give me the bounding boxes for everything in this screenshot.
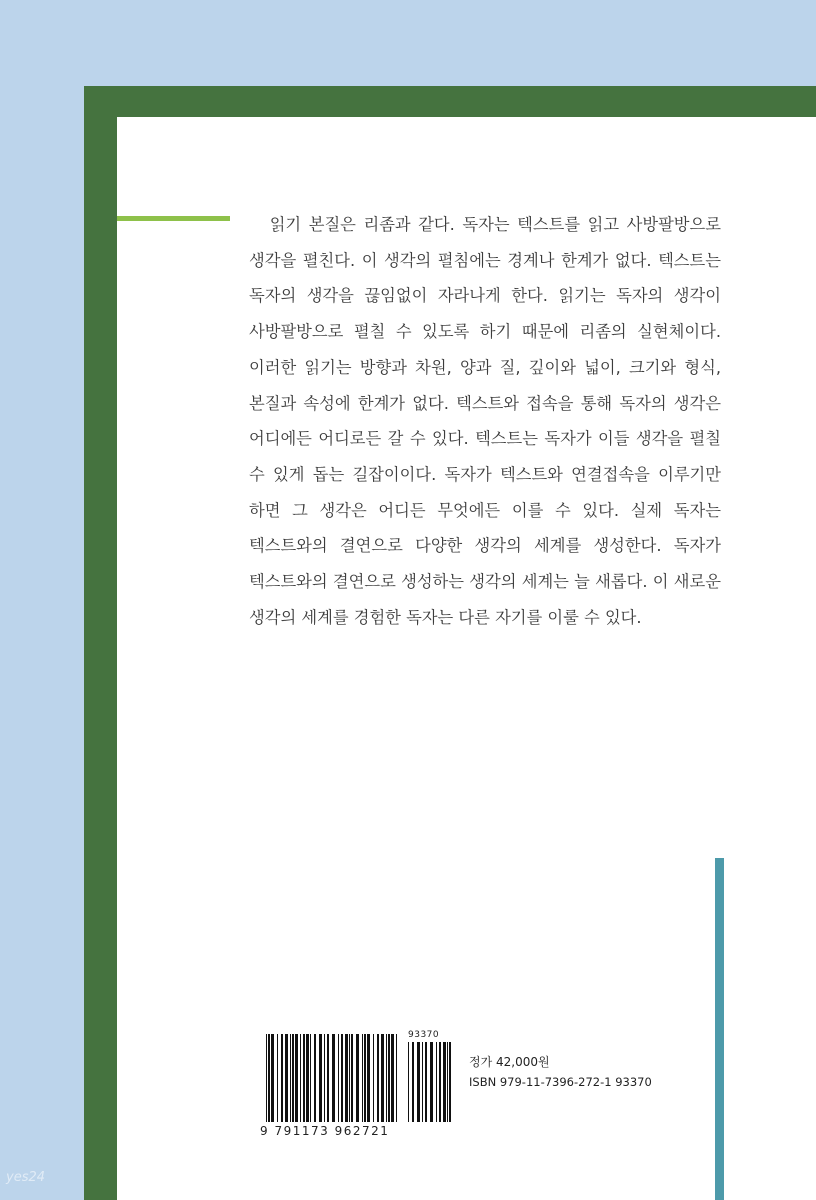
barcode-bar [396, 1034, 397, 1122]
barcode-bar [386, 1034, 387, 1122]
barcode-bar [332, 1034, 335, 1122]
barcode-bar [408, 1042, 409, 1122]
barcode-bar [281, 1034, 283, 1122]
barcode-bar [430, 1042, 433, 1122]
barcode-bar [381, 1034, 384, 1122]
barcode-bar [314, 1034, 316, 1122]
barcode-bar [447, 1042, 448, 1122]
barcode-bar [285, 1034, 288, 1122]
barcode-bar [295, 1034, 298, 1122]
barcode-bar [268, 1034, 270, 1122]
barcode-bar [351, 1034, 353, 1122]
barcode-bar [306, 1034, 309, 1122]
barcode-bar [436, 1042, 437, 1122]
barcode-bar [377, 1034, 379, 1122]
side-accent-bar [715, 858, 724, 1200]
barcode-isbn-digits: 9 791173 962721 [260, 1124, 390, 1138]
barcode-bar [292, 1034, 294, 1122]
barcode-bar [417, 1042, 420, 1122]
synopsis-text: 읽기 본질은 리좀과 같다. 독자는 텍스트를 읽고 사방팔방으로 생각을 펼친다. 이 생각의 펼침에는 경계나 한계가 없다. 텍스트는 독자의 생각을 끊임없이 자라나게 한다. 읽기는 독자의 생각이 사방팔방으로 펼칠 수 있도록 하기 때문에 리좀의 실현체이다. 이러한 읽기는 방향과 차원, 양과 질, 깊이와 넓이, 크기와 형식, 본질과 속성에 한계가 없다. 텍스트와 접속을 통해 독자의 생각은 어디에든 어디로든 갈 수 있다. 텍스트는 독자가 이들 생각을 펼칠 수 있게 돕는 길잡이이다. 독자가 텍스트와 연결접속을 이루기만 하면 그 생각은 어디든 무엇에든 이를 수 있다. 실제 독자는 텍스트와의 결연으로 다양한 생각의 세계를 생성한다. 독자가 텍스트와의 결연으로 생성하는 생각의 세계는 늘 새롭다. 이 새로운 생각의 세계를 경험한 독자는 다른 자기를 이룰 수 있다. [249, 215, 721, 627]
barcode-bar [391, 1034, 394, 1122]
price-label: 정가 42,000원 [469, 1055, 550, 1069]
barcode-bar [266, 1034, 267, 1122]
barcode-bar [338, 1034, 339, 1122]
barcode-bar [425, 1042, 427, 1122]
barcode [258, 1030, 460, 1140]
barcode-bar [324, 1034, 325, 1122]
barcode-bar [341, 1034, 343, 1122]
barcode-bar [319, 1034, 322, 1122]
barcode-bar [271, 1034, 274, 1122]
barcode-bar [422, 1042, 423, 1122]
barcode-bar [310, 1034, 311, 1122]
barcode-bar [364, 1034, 366, 1122]
barcode-bar [303, 1034, 305, 1122]
accent-line [117, 216, 230, 221]
barcode-bar [449, 1042, 451, 1122]
barcode-bar [277, 1034, 278, 1122]
barcode-bar [367, 1034, 370, 1122]
barcode-bar [345, 1034, 348, 1122]
barcode-bar [439, 1042, 441, 1122]
barcode-bar [290, 1034, 291, 1122]
barcode-bar [300, 1034, 301, 1122]
watermark-logo: yes24 [6, 1170, 46, 1185]
barcode-bar [327, 1034, 329, 1122]
barcode-bar [373, 1034, 374, 1122]
barcode-bar [443, 1042, 446, 1122]
barcode-bar [349, 1034, 350, 1122]
barcode-bar [356, 1034, 359, 1122]
barcode-bars [258, 1030, 460, 1126]
barcode-bar [412, 1042, 414, 1122]
barcode-bar [362, 1034, 363, 1122]
barcode-addon-digits: 93370 [408, 1030, 440, 1040]
barcode-bar [388, 1034, 390, 1122]
isbn-label: ISBN 979-11-7396-272-1 93370 [469, 1075, 652, 1089]
